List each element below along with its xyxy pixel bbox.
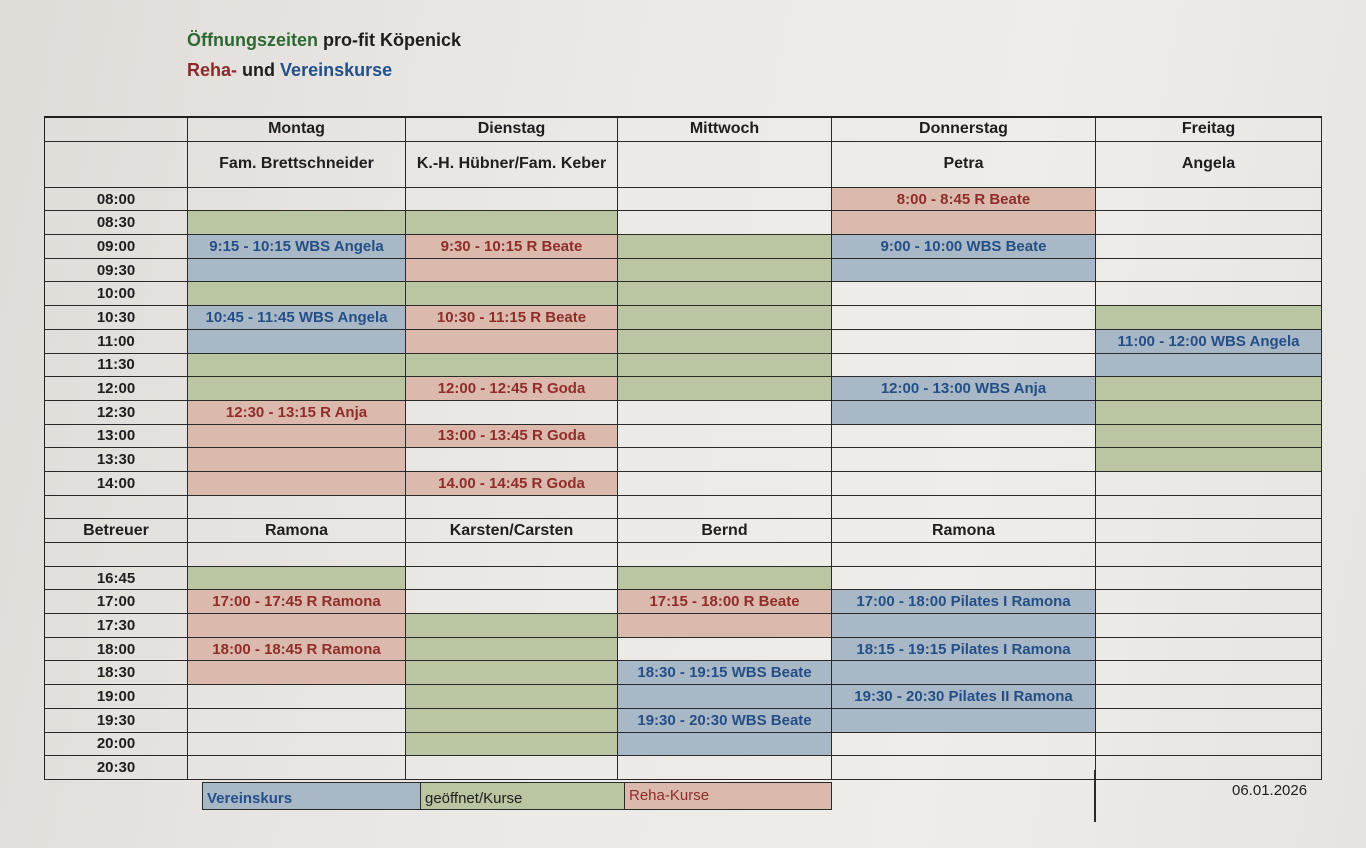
schedule-cell [406, 567, 618, 590]
schedule-cell [406, 354, 618, 377]
schedule-cell [188, 614, 406, 637]
schedule-cell [188, 448, 406, 471]
schedule-cell [188, 377, 406, 400]
time-slot: 12:00 [44, 377, 188, 400]
course-entry: 10:45 - 11:45 WBS Angela [188, 306, 406, 329]
evening-staff-row-cell: Ramona [832, 519, 1096, 542]
time-slot: 09:30 [44, 259, 188, 282]
time-slot: 10:00 [44, 282, 188, 305]
schedule-cell [832, 306, 1096, 329]
schedule-cell [188, 756, 406, 779]
divider-line [1094, 770, 1096, 822]
schedule-cell [832, 709, 1096, 732]
schedule-cell [1096, 472, 1322, 495]
schedule-cell [618, 425, 832, 448]
schedule-cell [406, 496, 618, 519]
course-entry: 9:15 - 10:15 WBS Angela [188, 235, 406, 258]
time-slot: 20:00 [44, 733, 188, 756]
morning-staff-row-cell: K.-H. Hübner/Fam. Keber [406, 142, 618, 187]
evening-staff-row [44, 519, 1322, 543]
table-row [44, 259, 1322, 283]
time-slot: 10:30 [44, 306, 188, 329]
schedule-cell [1096, 709, 1322, 732]
time-slot: 08:00 [44, 188, 188, 211]
time-slot: 11:30 [44, 354, 188, 377]
schedule-cell [832, 614, 1096, 637]
morning-staff-row-label [44, 142, 188, 187]
title-und: und [242, 60, 276, 80]
schedule-cell [618, 685, 832, 708]
table-row [44, 756, 1322, 780]
schedule-cell [188, 211, 406, 234]
morning-staff-row-cell: Angela [1096, 142, 1322, 187]
schedule-cell [618, 567, 832, 590]
schedule-cell [188, 685, 406, 708]
schedule-cell [618, 733, 832, 756]
table-row [44, 733, 1322, 757]
course-entry: 19:30 - 20:30 Pilates II Ramona [832, 685, 1096, 708]
title-line-1 [187, 30, 461, 51]
course-entry: 12:00 - 12:45 R Goda [406, 377, 618, 400]
schedule-cell [406, 282, 618, 305]
schedule-cell [832, 448, 1096, 471]
schedule-cell [832, 496, 1096, 519]
schedule-cell [1096, 614, 1322, 637]
schedule-cell [1096, 661, 1322, 684]
schedule-cell [1096, 590, 1322, 613]
schedule-cell [618, 259, 832, 282]
course-entry: 18:00 - 18:45 R Ramona [188, 638, 406, 661]
morning-staff-row [44, 142, 1322, 188]
course-entry: 17:15 - 18:00 R Beate [618, 590, 832, 613]
table-row [44, 496, 1322, 520]
schedule-cell [188, 733, 406, 756]
schedule-cell [1096, 401, 1322, 424]
schedule-cell [1096, 543, 1322, 566]
schedule-cell [618, 496, 832, 519]
schedule-cell [406, 638, 618, 661]
schedule-cell [406, 330, 618, 353]
evening-staff-row-cell [1096, 519, 1322, 542]
course-entry: 9:30 - 10:15 R Beate [406, 235, 618, 258]
schedule-cell [188, 661, 406, 684]
course-entry: 17:00 - 18:00 Pilates I Ramona [832, 590, 1096, 613]
schedule-cell [406, 543, 618, 566]
time-slot: 14:00 [44, 472, 188, 495]
time-slot: 17:30 [44, 614, 188, 637]
schedule-cell [1096, 733, 1322, 756]
table-row [44, 709, 1322, 733]
schedule-cell [188, 472, 406, 495]
evening-staff-row-cell: Bernd [618, 519, 832, 542]
schedule-cell [618, 401, 832, 424]
time-slot: 11:00 [44, 330, 188, 353]
schedule-cell [1096, 235, 1322, 258]
table-row [44, 614, 1322, 638]
schedule-cell [832, 756, 1096, 779]
schedule-cell [406, 188, 618, 211]
schedule-cell [406, 685, 618, 708]
course-entry: 14.00 - 14:45 R Goda [406, 472, 618, 495]
schedule-cell [618, 306, 832, 329]
schedule-cell [1096, 756, 1322, 779]
time-slot: 18:00 [44, 638, 188, 661]
schedule-cell [1096, 685, 1322, 708]
schedule-cell [618, 211, 832, 234]
schedule-cell [1096, 354, 1322, 377]
schedule-cell [1096, 448, 1322, 471]
time-slot: 20:30 [44, 756, 188, 779]
schedule-cell [618, 638, 832, 661]
table-row [44, 282, 1322, 306]
course-entry: 12:30 - 13:15 R Anja [188, 401, 406, 424]
table-row [44, 401, 1322, 425]
course-entry: 8:00 - 8:45 R Beate [832, 188, 1096, 211]
schedule-cell [832, 282, 1096, 305]
table-row [44, 330, 1322, 354]
days-header-label [44, 118, 188, 141]
schedule-cell [618, 472, 832, 495]
time-slot: 17:00 [44, 590, 188, 613]
schedule-cell [832, 543, 1096, 566]
table-row [44, 306, 1322, 330]
evening-staff-row-cell: Ramona [188, 519, 406, 542]
schedule-cell [406, 733, 618, 756]
morning-staff-row-cell [618, 142, 832, 187]
schedule-cell [406, 661, 618, 684]
legend-reha: Reha-Kurse [625, 783, 831, 809]
table-row [44, 188, 1322, 212]
course-entry: 11:00 - 12:00 WBS Angela [1096, 330, 1322, 353]
time-slot [44, 543, 188, 566]
schedule-cell [1096, 496, 1322, 519]
course-entry: 18:15 - 19:15 Pilates I Ramona [832, 638, 1096, 661]
table-row [44, 685, 1322, 709]
legend-vereinskurs: Vereinskurs [203, 783, 421, 809]
schedule-cell [188, 567, 406, 590]
table-row [44, 354, 1322, 378]
days-header [44, 118, 1322, 142]
course-entry: 9:00 - 10:00 WBS Beate [832, 235, 1096, 258]
title-opening-hours: Öffnungszeiten [187, 30, 318, 50]
schedule-cell [1096, 638, 1322, 661]
schedule-cell [832, 401, 1096, 424]
table-row [44, 661, 1322, 685]
schedule-cell [618, 330, 832, 353]
schedule-cell [618, 543, 832, 566]
schedule-cell [188, 425, 406, 448]
evening-staff-row-cell: Karsten/Carsten [406, 519, 618, 542]
time-slot: 08:30 [44, 211, 188, 234]
table-row [44, 543, 1322, 567]
title-line-2 [187, 60, 392, 81]
course-entry: 17:00 - 17:45 R Ramona [188, 590, 406, 613]
days-header-cell: Mittwoch [618, 118, 832, 141]
schedule-cell [832, 330, 1096, 353]
schedule-cell [1096, 377, 1322, 400]
table-row [44, 448, 1322, 472]
time-slot: 13:00 [44, 425, 188, 448]
time-slot: 12:30 [44, 401, 188, 424]
schedule-cell [618, 354, 832, 377]
course-entry: 10:30 - 11:15 R Beate [406, 306, 618, 329]
time-slot: 13:30 [44, 448, 188, 471]
legend-geoeffnet: geöffnet/Kurse [421, 783, 625, 809]
schedule-cell [618, 188, 832, 211]
time-slot: 09:00 [44, 235, 188, 258]
schedule-cell [188, 259, 406, 282]
table-row [44, 590, 1322, 614]
schedule-cell [188, 543, 406, 566]
days-header-cell: Dienstag [406, 118, 618, 141]
document-date: 06.01.2026 [1232, 782, 1308, 799]
schedule-cell [832, 425, 1096, 448]
schedule-cell [406, 590, 618, 613]
days-header-cell: Freitag [1096, 118, 1322, 141]
schedule-cell [832, 567, 1096, 590]
schedule-table [44, 116, 1322, 780]
title-vereinskurse: Vereinskurse [280, 60, 393, 80]
course-entry: 13:00 - 13:45 R Goda [406, 425, 618, 448]
schedule-cell [188, 282, 406, 305]
schedule-cell [618, 377, 832, 400]
table-row [44, 211, 1322, 235]
time-slot: 19:30 [44, 709, 188, 732]
course-entry: 19:30 - 20:30 WBS Beate [618, 709, 832, 732]
schedule-cell [618, 756, 832, 779]
schedule-cell [618, 614, 832, 637]
days-header-cell: Donnerstag [832, 118, 1096, 141]
schedule-cell [188, 330, 406, 353]
schedule-cell [188, 354, 406, 377]
time-slot: 18:30 [44, 661, 188, 684]
schedule-cell [406, 259, 618, 282]
morning-staff-row-cell: Petra [832, 142, 1096, 187]
schedule-cell [406, 709, 618, 732]
schedule-cell [188, 188, 406, 211]
schedule-cell [618, 235, 832, 258]
time-slot: 19:00 [44, 685, 188, 708]
color-legend [202, 782, 832, 810]
schedule-cell [832, 733, 1096, 756]
schedule-cell [188, 709, 406, 732]
schedule-cell [618, 282, 832, 305]
days-header-cell: Montag [188, 118, 406, 141]
time-slot [44, 496, 188, 519]
schedule-cell [406, 211, 618, 234]
schedule-cell [188, 496, 406, 519]
schedule-cell [1096, 259, 1322, 282]
schedule-cell [832, 211, 1096, 234]
schedule-cell [1096, 282, 1322, 305]
schedule-cell [1096, 567, 1322, 590]
table-row [44, 377, 1322, 401]
schedule-cell [832, 472, 1096, 495]
title-reha: Reha- [187, 60, 238, 80]
schedule-cell [406, 448, 618, 471]
table-row [44, 638, 1322, 662]
schedule-cell [618, 448, 832, 471]
schedule-cell [1096, 425, 1322, 448]
schedule-cell [832, 661, 1096, 684]
schedule-cell [832, 259, 1096, 282]
evening-staff-row-label: Betreuer [44, 519, 188, 542]
schedule-cell [406, 614, 618, 637]
time-slot: 16:45 [44, 567, 188, 590]
course-entry: 18:30 - 19:15 WBS Beate [618, 661, 832, 684]
table-row [44, 567, 1322, 591]
schedule-cell [406, 756, 618, 779]
table-row [44, 472, 1322, 496]
schedule-cell [1096, 306, 1322, 329]
schedule-cell [832, 354, 1096, 377]
table-row [44, 425, 1322, 449]
course-entry: 12:00 - 13:00 WBS Anja [832, 377, 1096, 400]
morning-staff-row-cell: Fam. Brettschneider [188, 142, 406, 187]
title-studio-name: pro-fit Köpenick [323, 30, 462, 50]
schedule-cell [406, 401, 618, 424]
table-row [44, 235, 1322, 259]
schedule-cell [1096, 211, 1322, 234]
schedule-cell [1096, 188, 1322, 211]
